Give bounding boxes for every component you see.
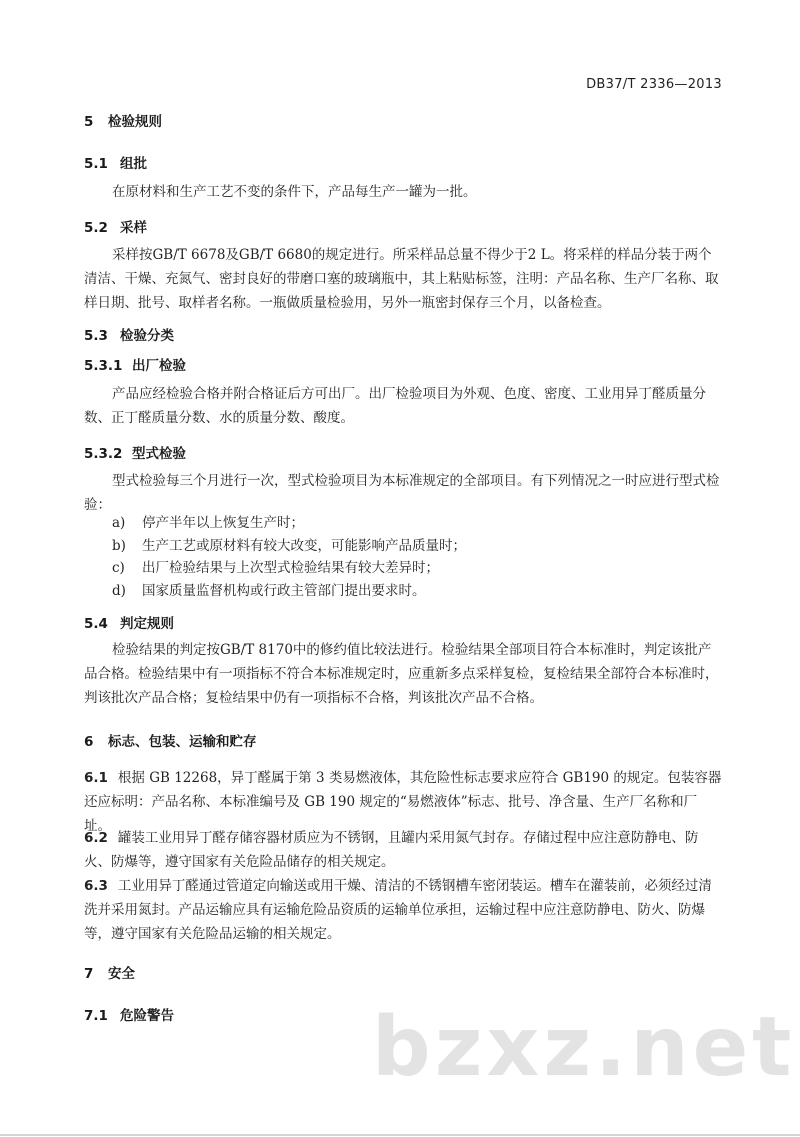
- section-5-4-heading: [84, 612, 174, 632]
- section-number: 5: [84, 114, 94, 130]
- list-item-text: 国家质量监督机构或行政主管部门提出要求时。: [142, 583, 426, 599]
- list-item-text: 停产半年以上恢复生产时；: [142, 515, 304, 531]
- section-title: 危险警告: [120, 1008, 174, 1024]
- section-5-3-2-heading: [84, 442, 186, 462]
- section-number: 5.3.1: [84, 358, 123, 374]
- section-number: 5.4: [84, 616, 108, 632]
- section-7-heading: [84, 962, 135, 982]
- clause-number: 6.2: [84, 830, 108, 846]
- list-item-label: c): [112, 560, 125, 576]
- list-item-label: b): [112, 538, 126, 554]
- section-title: 判定规则: [120, 616, 174, 632]
- clause-text: 罐装工业用异丁醛存储容器材质应为不锈钢，且罐内采用氮气封存。存储过程中应注意防静电、防火、防爆等，遵守国家有关危险品储存的相关规定。: [84, 830, 699, 870]
- section-title: 型式检验: [132, 446, 186, 462]
- section-title: 检验分类: [120, 328, 174, 344]
- section-title: 检验规则: [108, 114, 162, 130]
- clause-text: 根据 GB 12268，异丁醛属于第 3 类易燃液体，其危险性标志要求应符合 GB190 的规定。包装容器还应标明：产品名称、本标准编号及 GB 190 规定的“易燃液体”标志、批号、净含量、生产厂名称和厂址。: [84, 770, 722, 834]
- section-number: 6: [84, 734, 94, 750]
- section-7-1-heading: [84, 1004, 174, 1024]
- list-item-label: a): [112, 515, 126, 531]
- section-number: 7.1: [84, 1008, 108, 1024]
- standard-code: DB37/T 2336—2013: [586, 77, 722, 92]
- section-5-3-1-heading: [84, 354, 186, 374]
- section-5-2-text: 采样按GB/T 6678及GB/T 6680的规定进行。所采样品总量不得少于2 L。将采样的样品分装于两个清洁、干燥、充氮气、密封良好的带磨口塞的玻璃瓶中，其上粘贴标签，注明：产品名称、生产厂名称、取样日期、批号、取样者名称。一瓶做质量检验用，另外一瓶密封保存三个月，以备检查。: [84, 247, 719, 311]
- section-title: 标志、包装、运输和贮存: [108, 734, 257, 750]
- section-5-1-text: 在原材料和生产工艺不变的条件下，产品每生产一罐为一批。: [112, 184, 477, 200]
- section-title: 组批: [120, 156, 147, 172]
- section-number: 5.2: [84, 220, 108, 236]
- list-item-text: 生产工艺或原材料有较大改变，可能影响产品质量时；: [142, 538, 466, 554]
- list-item: [112, 512, 304, 534]
- list-item-label: d): [112, 583, 126, 599]
- clause-number: 6.1: [84, 770, 108, 786]
- section-5-heading: [84, 110, 162, 130]
- clause-text: 工业用异丁醛通过管道定向输送或用干燥、清洁的不锈钢槽车密闭装运。槽车在灌装前，必须经过清洗并采用氮封。产品运输应具有运输危险品资质的运输单位承担，运输过程中应注意防静电、防火、防爆等，遵守国家有关危险品运输的相关规定。: [84, 878, 712, 942]
- section-5-4-text: 检验结果的判定按GB/T 8170中的修约值比较法进行。检验结果全部项目符合本标准时，判定该批产品合格。检验结果中有一项指标不符合本标准规定时，应重新多点采样复检，复检结果全部符合本标准时，判该批次产品合格；复检结果中仍有一项指标不合格，判该批次产品不合格。: [84, 642, 719, 706]
- section-5-3-2-text: 型式检验每三个月进行一次，型式检验项目为本标准规定的全部项目。有下列情况之一时应进行型式检验：: [84, 473, 720, 513]
- section-title: 采样: [120, 220, 147, 236]
- section-5-3-1-text: 产品应经检验合格并附合格证后方可出厂。出厂检验项目为外观、色度、密度、工业用异丁醛质量分数、正丁醛质量分数、水的质量分数、酸度。: [84, 386, 706, 426]
- section-6-3-text: [84, 874, 724, 946]
- list-item-text: 出厂检验结果与上次型式检验结果有较大差异时；: [142, 560, 439, 576]
- section-6-2-text: [84, 826, 724, 874]
- list-item: [112, 535, 466, 557]
- section-title: 出厂检验: [132, 358, 186, 374]
- section-5-1-heading: [84, 152, 147, 172]
- section-5-2-heading: [84, 216, 147, 236]
- section-number: 5.3.2: [84, 446, 123, 462]
- section-number: 7: [84, 966, 94, 982]
- section-number: 5.1: [84, 156, 108, 172]
- clause-number: 6.3: [84, 878, 108, 894]
- section-title: 安全: [108, 966, 135, 982]
- list-item: [112, 557, 439, 579]
- page-bottom-divider: [0, 1134, 800, 1136]
- section-6-heading: [84, 730, 257, 750]
- list-item: [112, 580, 426, 602]
- section-number: 5.3: [84, 328, 108, 344]
- section-5-3-heading: [84, 324, 174, 344]
- watermark: bzxz.net: [372, 1000, 796, 1095]
